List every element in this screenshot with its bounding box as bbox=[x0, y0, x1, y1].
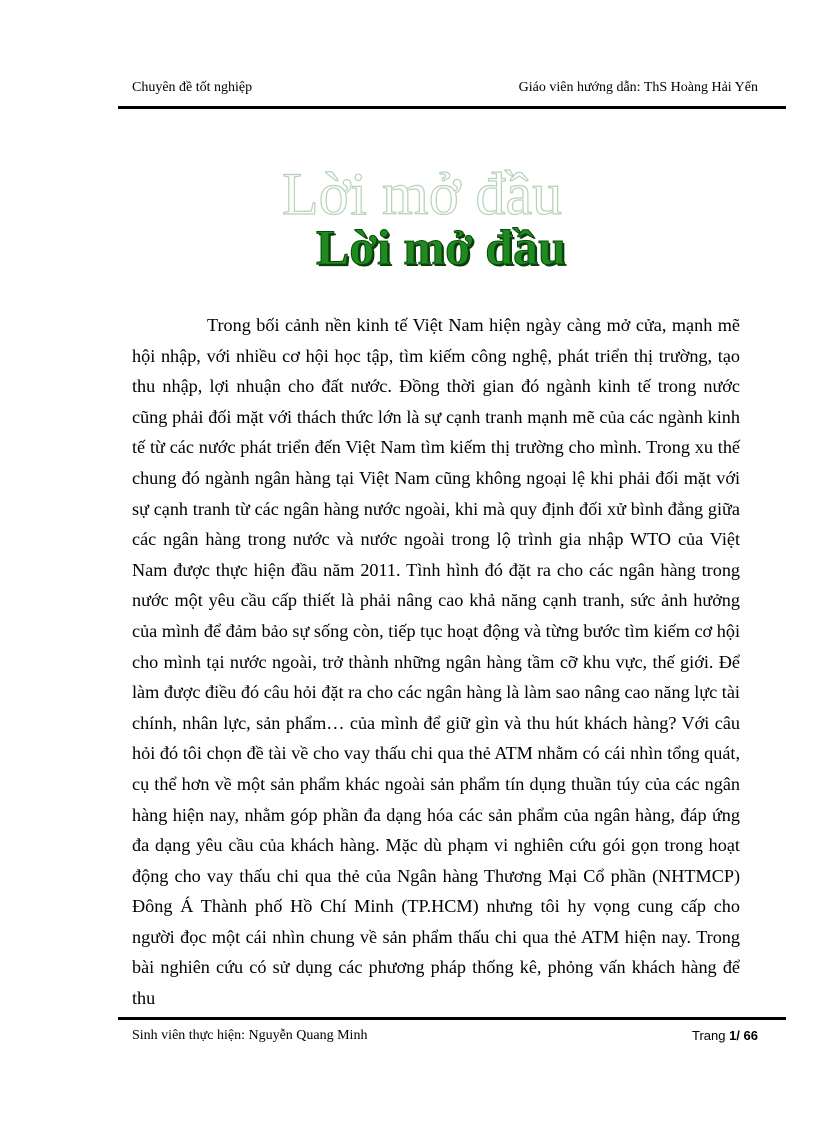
title-outline: Lời mở đầu bbox=[282, 161, 563, 227]
body-text bbox=[132, 310, 740, 1014]
page-header bbox=[132, 80, 758, 100]
page-title: Lời mở đầu bbox=[316, 219, 566, 275]
header-advisor: Giáo viên hướng dẫn: ThS Hoàng Hải Yến bbox=[518, 80, 758, 95]
title-block bbox=[0, 150, 816, 280]
footer-divider bbox=[118, 1017, 786, 1020]
header-document-type: Chuyên đề tốt nghiệp bbox=[132, 80, 253, 95]
header-divider bbox=[118, 106, 786, 109]
intro-paragraph: Trong bối cảnh nền kinh tế Việt Nam hiện ngày càng mở cửa, mạnh mẽ hội nhập, với nhiều cơ hội học tập, tìm kiếm công nghệ, phát triển thị trường, tạo thu nhập, lợi nhuận cho đất nước. Đồng thời gian đó ngành kinh tế trong nước cũng phải đối mặt với thách thức lớn là sự cạnh tranh mạnh mẽ của các ngành kinh tế từ các nước phát triển đến Việt Nam tìm kiếm thị trường cho mình. Trong xu thế chung đó ngành ngân hàng tại Việt Nam cũng không ngoại lệ khi phải đối mặt với sự cạnh tranh từ các ngân hàng nước ngoài, khi mà quy định đối xử bình đẳng giữa các ngân hàng trong nước và nước ngoài trong lộ trình gia nhập WTO của Việt Nam được thực hiện đầu năm 2011. Tình hình đó đặt ra cho các ngân hàng trong nước một yêu cầu cấp thiết là phải nâng cao khả năng cạnh tranh, sức ảnh hưởng của mình để đảm bảo sự sống còn, tiếp tục hoạt động và từng bước tìm kiếm cơ hội cho mình tại nước ngoài, trở thành những ngân hàng tầm cỡ khu vực, thế giới. Để làm được điều đó câu hỏi đặt ra cho các ngân hàng là làm sao nâng cao năng lực tài chính, nhân lực, sản phẩm… của mình để giữ gìn và thu hút khách hàng? Với câu hỏi đó tôi chọn đề tài về cho vay thấu chi qua thẻ ATM nhằm có cái nhìn tổng quát, cụ thể hơn về một sản phẩm khác ngoài sản phẩm tín dụng thuần túy của các ngân hàng hiện nay, nhằm góp phần đa dạng hóa các sản phẩm của ngân hàng, đáp ứng đa dạng yêu cầu của khách hàng. Mặc dù phạm vi nghiên cứu gói gọn trong hoạt động cho vay thấu chi qua thẻ của Ngân hàng Thương Mại Cổ phần (NHTMCP) Đông Á Thành phố Hồ Chí Minh (TP.HCM) nhưng tôi hy vọng cung cấp cho người đọc một cái nhìn chung về sản phẩm thấu chi qua thẻ ATM hiện nay. Trong bài nghiên cứu có sử dụng các phương pháp thống kê, phỏng vấn khách hàng để thu bbox=[132, 315, 740, 1009]
page-footer bbox=[132, 1028, 758, 1048]
page-number-value: 1/ 66 bbox=[729, 1028, 758, 1043]
footer-author: Sinh viên thực hiện: Nguyễn Quang Minh bbox=[132, 1028, 368, 1043]
page-number-label: Trang bbox=[691, 1028, 730, 1043]
page-number bbox=[692, 1028, 758, 1043]
